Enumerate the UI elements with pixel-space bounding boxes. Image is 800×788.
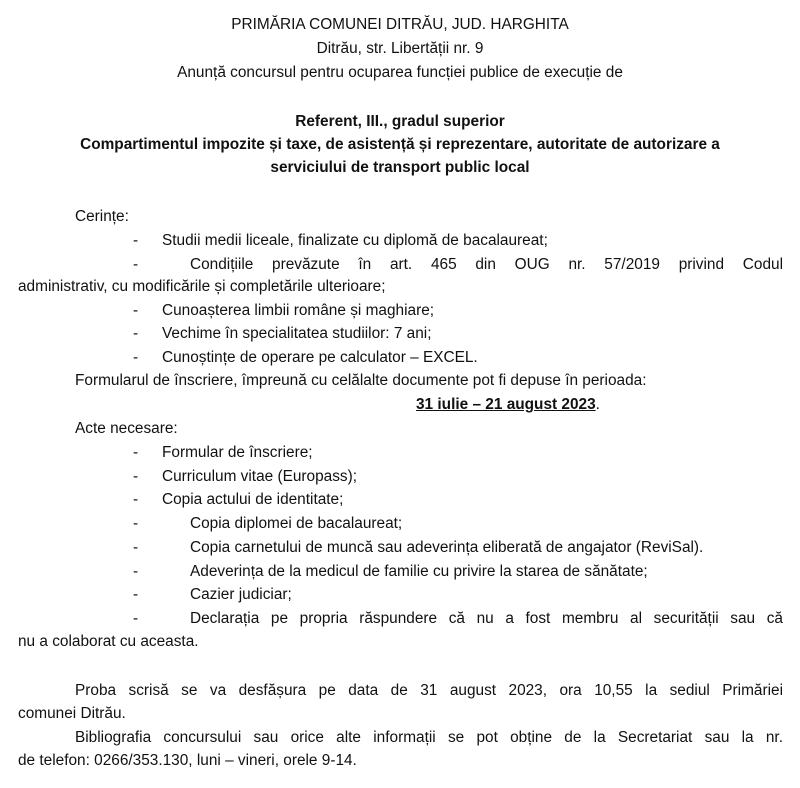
requirement-item-continuation: administrativ, cu modificările și completările ulterioare;	[18, 278, 386, 295]
department-line-2: serviciului de transport public local	[270, 159, 530, 176]
document-item-continuation: nu a colaborat cu aceasta.	[18, 633, 199, 650]
department-line-1: Compartimentul impozite și taxe, de asistență și reprezentare, autoritate de autorizare a	[80, 136, 720, 153]
requirement-item: Cunoașterea limbii române și maghiare;	[162, 302, 435, 319]
document-item: Copia actului de identitate;	[162, 491, 344, 508]
bullet-dash: -	[133, 491, 139, 508]
requirement-item: Cunoștințe de operare pe calculator – EXCEL.	[162, 349, 478, 366]
requirement-item: Studii medii liceale, finalizate cu diplomă de bacalaureat;	[162, 232, 548, 249]
submission-text: Formularul de înscriere, împreună cu celălalte documente pot fi depuse în perioada:	[75, 372, 647, 389]
submission-period-end: .	[595, 396, 600, 413]
document-item: Copia diplomei de bacalaureat;	[190, 515, 403, 532]
bullet-dash: -	[133, 444, 139, 461]
document-item: Adeverința de la medicul de familie cu privire la starea de sănătate;	[190, 563, 648, 580]
submission-period-dates: 31 iulie – 21 august 2023	[416, 396, 596, 413]
info-text-line-1: Bibliografia concursului sau orice alte informații se pot obține de la Secretariat sau la nr.	[75, 729, 783, 746]
info-text-line-2: de telefon: 0266/353.130, luni – vineri, orele 9-14.	[18, 752, 357, 769]
bullet-dash: -	[133, 232, 139, 249]
exam-text-line-1: Proba scrisă se va desfășura pe data de 31 august 2023, ora 10,55 la sediul Primăriei	[75, 682, 783, 699]
exam-text-line-2: comunei Ditrău.	[18, 705, 126, 722]
document-item: Cazier judiciar;	[190, 586, 292, 603]
position-title: Referent, III., gradul superior	[295, 113, 505, 130]
bullet-dash: -	[133, 325, 139, 342]
document-item: Declarația pe propria răspundere că nu a fost membru al securității sau că	[190, 610, 783, 627]
document-item: Formular de înscriere;	[162, 444, 313, 461]
bullet-dash: -	[133, 349, 139, 366]
bullet-dash: -	[133, 539, 139, 556]
institution-address: Ditrău, str. Libertății nr. 9	[316, 40, 484, 57]
bullet-dash: -	[133, 563, 139, 580]
announcement-text: Anunță concursul pentru ocuparea funcției publice de execuție de	[177, 64, 623, 81]
requirements-heading: Cerințe:	[75, 208, 129, 225]
requirement-item: Condițiile prevăzute în art. 465 din OUG nr. 57/2019 privind Codul	[190, 256, 783, 273]
document-item: Copia carnetului de muncă sau adeverința eliberată de angajator (ReviSal).	[190, 539, 704, 556]
requirement-item: Vechime în specialitatea studiilor: 7 ani;	[162, 325, 432, 342]
bullet-dash: -	[133, 515, 139, 532]
document-item: Curriculum vitae (Europass);	[162, 468, 358, 485]
submission-period	[416, 394, 600, 416]
documents-heading: Acte necesare:	[75, 420, 178, 437]
bullet-dash: -	[133, 586, 139, 603]
bullet-dash: -	[133, 610, 139, 627]
bullet-dash: -	[133, 468, 139, 485]
bullet-dash: -	[133, 256, 139, 273]
bullet-dash: -	[133, 302, 139, 319]
institution-name: PRIMĂRIA COMUNEI DITRĂU, JUD. HARGHITA	[231, 16, 569, 33]
